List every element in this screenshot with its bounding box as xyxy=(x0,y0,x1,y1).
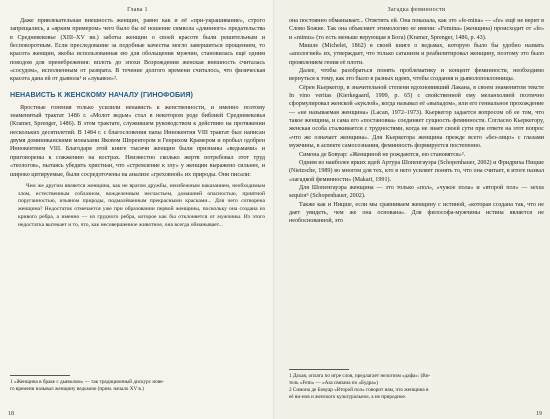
paragraph: Мишле (Michelet, 1862) в своей книге о ведьмах, которую было бы удобно назвать «апологией» их, утверждает, что только сатанизм и реабилитировал женщину, поэтому это было проявлением гения её плоти. xyxy=(289,43,544,66)
right-page xyxy=(275,0,550,419)
paragraph: Яростные гонения только усилили ненависть к женственности, и именно поэтому знаменитый трактат 1486 г. «Молот ведьм» стал в некотором роде библией Средневековья (Kramer, Sprenger, 1486). В этом трактате, служившем руководством к действию на протяжении нескольких десятилетий. В 1484 г. с благословения папы Иннокентия VIII трактат был написан двумя доминиканскими монахами Яковом Шпренгером и Генрихом Крамером и пробыл одобрен Иннокентием VIII. Благодаря этой книге тысячи женщин были признаны «ведьмами» и приговорены к сожжению на кострах. Неизвестно сколько жертв потребовал этот труд «теологов», пытаясь убедить христиан, что «стремление к злу» у женщин выражено сильнее, и широко цитируемые, были сосредоточены на анализе «греховной» их природы. Они писали: xyxy=(10,104,265,178)
running-head-right: Загадка феминности xyxy=(387,7,446,13)
block-quote: Чем же другим является женщина, как не врагом дружбы, неизбежным наказанием, необходимым злом, естественным соблазном, вожделенным несчастьем, домашней опасностью, приятной поруганностью, изъяном природы, подмалёванным прекрасными красками... Для чего сотворена женщина? Недостаток отмечается уже при образовании первой женщины, поскольку она создана из кривого ребра, а именно — из грудного ребра, которое как бы отклоняется от мужчины. Из этого недостатка вытекает и то, что, как несовершенное животное, она всегда обманывает... xyxy=(18,182,265,228)
footnote: 2 Симона де Бовуар «Второй пол» говорит нам, что женщина в xyxy=(289,387,429,393)
paragraph: Далее, чтобы разобраться понять проблематику и концепт феминности, необходимо вернуться к тому, как это было в разных идеях, чтобы создания и дьяволопоклонницы. xyxy=(289,68,544,83)
footnotes-left xyxy=(10,375,265,393)
footnote: тель «Fem» — «Аза связана по «Будра») xyxy=(289,380,379,386)
running-head-left: Глава 1 xyxy=(127,7,148,13)
paragraph: Даже привлекательная внешность женщин, равно как и её «при-украшивание», строго запрещались, а «ярким примером» чего было бы её ношение символа «длинного» предательства в Средневековье (XIII–XV вв.) заботы женщин о своей красоте были решительным и бесповоротным. Если преследование за подобные качества могло завершиться прощением, то красота женщин, якобы использованная ею для обольщения мужчин, становилась ещё одним поводом для пренебрежения: вплоть до эпохи Возрождения женская внешность считалась «сосудом», исполненным от разврата. В течение долгого времени считалось, что физическая красота дана ей от дьявола¹ и «лукавое»². xyxy=(10,18,265,83)
footnote: го времени называл женщину ведьмою (прим. начало XV в.) xyxy=(10,386,144,392)
paragraph: Одним из наиболее ярких идей Артура Шопенгауэра (Schopenhauer, 2002) и Фридриха Ницше (Nietzsche, 1989) во многом для тех, кто в него усиляет понять то, что она считает, в итоге назвал «загадкой феминности» (Makari, 1991). xyxy=(289,159,544,183)
page-number-right: 19 xyxy=(536,411,542,417)
paragraph: Также как и Ницше, если мы сравниваем женщину с истиной, «которая создана так, что не дает увидеть, чем же она основана». Для философа-мужчины истина является не необоснованной, это xyxy=(289,201,544,225)
footnotes-right xyxy=(289,369,544,401)
footnote: её ви-нов и женского культуральное, а не природное. xyxy=(289,394,407,400)
footnote: 1 «Женщина в браке с дьяволом» — так традиционный дискурс нове- xyxy=(10,379,165,385)
footnote-rule xyxy=(10,375,70,376)
section-heading: НЕНАВИСТЬ К ЖЕНСКОМУ НАЧАЛУ (ГИНОФОБИЯ) xyxy=(10,90,194,99)
paragraph: она постоянно обманывает... Ответить ей. Она показала, как это «fe-mina» — «fe» ещё не верит в Слово Божие. Так она объясняет этимологию ее имени: «Femina» (женщина) происходит от «fe» и «minus» (то есть меньше верующая в Бога) (Kramer, Sprenger, 1486, p. 43). xyxy=(289,18,544,41)
footnote-rule xyxy=(289,369,349,370)
paragraph: Для Шопенгауэра женщина — это только «пол», «чужое пола» и «второй пол» — sexus sequior¹ (Schopenhauer, 2002). xyxy=(289,184,544,200)
paragraph: Сёрен Кьеркегор, в значительной степени вдохновивший Лакана, в своем знаменитом тексте In vino veritas (Kierkegaard, 1999, p. 65) с свойственной ему меланхолией поэтично сформулировал женской «куклой», когда называл её «выпадом», или его гениальное прохождение — «не называемая женщина» (Lacan, 1972–1973). Кьеркегор задается вопросом об ее том, что такое женщина, и сама его «постановка» соединяет сущность феминности. Согласно Кьеркегору, женская особа сталкивается с трудностями, когда не знает своей сути при ответе на этот вопрос «что же означает женщина». Для Кьеркегора женщина прежде всего «без-лицо» с глазами мужчины, в аспекте самосознания, феминность формируется постепенно. xyxy=(289,84,544,150)
footnote: 1 Дахая, оплата по игре слов, предлагает нелогизм «дафа»: (Ви- xyxy=(289,373,431,379)
page-number-left: 18 xyxy=(8,411,14,417)
paragraph: Симона де Бовуар: «Женщиной не рождаются, ею становятся»³. xyxy=(299,151,466,158)
